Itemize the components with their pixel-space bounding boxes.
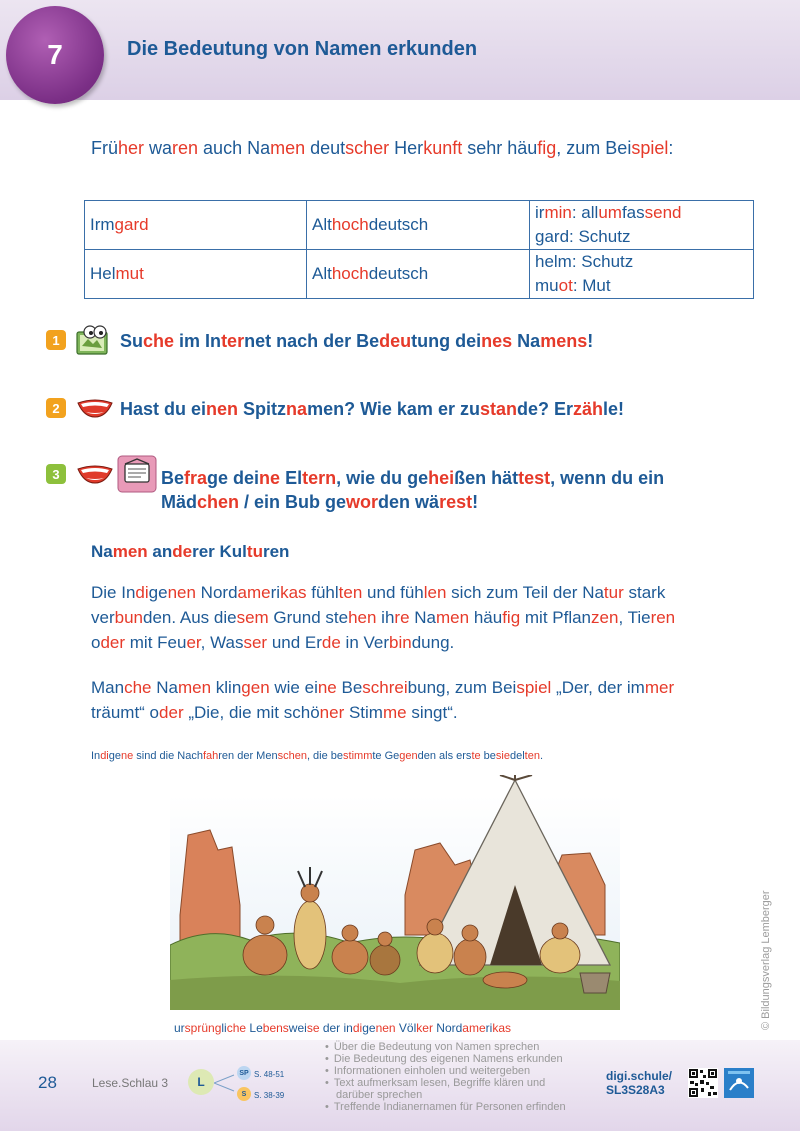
- text-segment: an: [147, 542, 173, 561]
- task-line: [120, 331, 593, 352]
- text-segment: ge: [148, 583, 168, 602]
- text-segment: men: [270, 138, 306, 158]
- text-segment: mu: [535, 276, 559, 295]
- text-segment: Su: [120, 331, 144, 351]
- text-segment: gen: [241, 678, 270, 697]
- copyright-notice: © Bildungsverlag Lemberger: [760, 890, 772, 1030]
- text-segment: mens: [540, 331, 588, 351]
- goal-item: • Informationen einholen und weitergeben: [325, 1065, 566, 1077]
- text-segment: er: [186, 633, 201, 652]
- text-segment: men: [436, 608, 470, 627]
- text-segment: stan: [479, 399, 517, 419]
- text-segment: ame: [462, 1021, 486, 1035]
- text-segment: deu: [379, 331, 412, 351]
- goal-item: • Treffende Indianernamen für Personen erfinden: [325, 1101, 566, 1113]
- page-number: 28: [38, 1073, 57, 1092]
- text-segment: zen: [591, 608, 619, 627]
- text-segment: der: [159, 703, 184, 722]
- paragraph: [91, 675, 771, 725]
- text-segment: ter: [221, 331, 245, 351]
- text-segment: Völ: [395, 1021, 417, 1035]
- text-segment: fah: [202, 750, 219, 762]
- text-segment: ur: [174, 1021, 185, 1035]
- text-segment: fühl: [306, 583, 339, 602]
- text-segment: fig: [537, 138, 557, 158]
- text-segment: di: [100, 750, 109, 762]
- text-segment: Frü: [91, 138, 118, 158]
- text-segment: ten: [338, 583, 363, 602]
- text-segment: kas: [280, 583, 307, 602]
- text-segment: fra: [184, 468, 208, 488]
- text-segment: im In: [174, 331, 222, 351]
- text-segment: klin: [211, 678, 242, 697]
- text-segment: zäh: [572, 399, 603, 419]
- text-segment: Na: [512, 331, 541, 351]
- text-segment: ot: [558, 276, 573, 295]
- text-segment: te Ge: [372, 750, 400, 762]
- text-segment: Die In: [91, 583, 136, 602]
- table-cell-meaning: [530, 250, 754, 299]
- goal-item: • Text aufmerksam lesen, Begriffe klären und: [325, 1077, 566, 1089]
- task-line: [161, 466, 664, 490]
- paragraph: [91, 580, 771, 655]
- text-segment: che: [143, 331, 175, 351]
- meaning-line: [535, 250, 748, 274]
- text-segment: ri: [485, 1021, 493, 1035]
- intro-sentence: [91, 138, 771, 159]
- sp-badge: SP: [237, 1066, 251, 1080]
- text-segment: stimm: [343, 750, 373, 762]
- text-segment: che: [226, 1021, 247, 1035]
- text-segment: Spitz: [238, 399, 287, 419]
- text-segment: um: [598, 203, 622, 222]
- text-segment: El: [280, 468, 303, 488]
- text-segment: send: [644, 203, 682, 222]
- eco-label-icon: [724, 1068, 754, 1098]
- text-segment: li: [221, 1021, 227, 1035]
- text-segment: ne: [121, 750, 134, 762]
- paragraph-line: [91, 605, 771, 630]
- text-segment: se: [306, 1021, 320, 1035]
- text-segment: , zum Bei: [556, 138, 632, 158]
- footnote: [91, 750, 543, 762]
- table-cell-name: [85, 250, 307, 299]
- text-segment: Na: [409, 608, 437, 627]
- text-segment: na: [286, 399, 308, 419]
- text-segment: ver: [91, 608, 115, 627]
- text-segment: nen: [167, 583, 196, 602]
- text-segment: Nord: [195, 583, 238, 602]
- text-segment: di: [135, 583, 149, 602]
- text-segment: test: [518, 468, 551, 488]
- text-segment: dung.: [411, 633, 455, 652]
- digi-link-line: digi.schule/: [606, 1069, 673, 1083]
- text-segment: und Er: [267, 633, 322, 652]
- goal-item: • Über die Bedeutung von Namen sprechen: [325, 1041, 566, 1053]
- text-segment: Na: [151, 678, 178, 697]
- task-number-badge: 3: [46, 464, 66, 484]
- text-segment: Irm: [90, 215, 115, 234]
- text-segment: Hel: [90, 264, 116, 283]
- text-segment: mut: [115, 264, 144, 283]
- text-segment: kas: [492, 1021, 511, 1035]
- text-segment: wie ei: [269, 678, 318, 697]
- text-segment: her: [118, 138, 145, 158]
- text-segment: len: [423, 583, 447, 602]
- text-segment: sem: [236, 608, 269, 627]
- learning-goals-list: [325, 1041, 566, 1113]
- text-segment: nen: [375, 1021, 396, 1035]
- text-segment: Alt: [312, 264, 332, 283]
- text-segment: !: [472, 492, 479, 512]
- text-segment: / ein Bub ge: [239, 492, 347, 512]
- text-segment: „Die, die mit schö: [183, 703, 320, 722]
- table-row: [85, 201, 754, 250]
- paragraph-line: [91, 700, 771, 725]
- text-segment: nes: [481, 331, 513, 351]
- text-segment: hei: [428, 468, 455, 488]
- text-segment: hoch: [331, 264, 369, 283]
- text-segment: der in: [319, 1021, 353, 1035]
- text-segment: , Tie: [618, 608, 651, 627]
- text-segment: kunft: [423, 138, 463, 158]
- speaking-mouth-icon: [76, 464, 114, 484]
- digi-link-line: SL3S28A3: [606, 1083, 665, 1097]
- text-segment: fig: [502, 608, 521, 627]
- text-segment: men? Wie kam er zu: [307, 399, 480, 419]
- text-segment: sich zum Teil der Na: [446, 583, 604, 602]
- text-segment: te: [471, 750, 481, 762]
- goal-item: • Die Bedeutung des eigenen Namens erkunden: [325, 1053, 566, 1065]
- chapter-badge: 7: [6, 6, 104, 104]
- table-cell-origin: [307, 201, 530, 250]
- text-segment: Grund ste: [268, 608, 349, 627]
- text-segment: ten: [524, 750, 540, 762]
- text-segment: ne: [259, 468, 281, 488]
- text-segment: ih: [376, 608, 395, 627]
- text-segment: bung, zum Bei: [407, 678, 517, 697]
- text-segment: gard: Schutz: [535, 227, 631, 246]
- digi-schule-link[interactable]: [606, 1069, 672, 1097]
- text-segment: de? Er: [516, 399, 573, 419]
- text-segment: deutsch: [368, 264, 429, 283]
- table-row: [85, 250, 754, 299]
- text-segment: che: [124, 678, 152, 697]
- name-origin-table: [84, 200, 754, 299]
- text-segment: tern: [302, 468, 337, 488]
- text-segment: ren: [172, 138, 199, 158]
- text-segment: tung dei: [411, 331, 482, 351]
- paragraph-line: [91, 630, 771, 655]
- text-segment: Nord: [432, 1021, 463, 1035]
- text-segment: deut: [305, 138, 346, 158]
- text-segment: tur: [603, 583, 624, 602]
- text-segment: schrei: [362, 678, 408, 697]
- text-segment: sie: [495, 750, 510, 762]
- text-segment: ser: [243, 633, 268, 652]
- meaning-line: [535, 225, 748, 249]
- text-segment: ker: [416, 1021, 433, 1035]
- task-line: [161, 490, 664, 514]
- text-segment: ne: [317, 678, 337, 697]
- text-segment: Be: [161, 468, 185, 488]
- internet-search-icon: [76, 324, 114, 356]
- text-segment: spiel: [631, 138, 669, 158]
- text-segment: ge: [108, 750, 121, 762]
- text-segment: :: [668, 138, 674, 158]
- text-segment: und füh: [362, 583, 424, 602]
- image-caption: [174, 1021, 511, 1035]
- section-heading: [91, 542, 289, 562]
- text-segment: .: [539, 750, 544, 762]
- text-segment: helm: Schutz: [535, 252, 634, 271]
- sp-pages: S. 48-51: [254, 1070, 285, 1079]
- text-segment: , wenn du ein: [550, 468, 665, 488]
- text-segment: rest: [439, 492, 473, 512]
- text-segment: Her: [389, 138, 424, 158]
- paragraph-line: [91, 675, 771, 700]
- text-segment: stark: [623, 583, 666, 602]
- qr-code-icon[interactable]: [688, 1068, 718, 1098]
- text-segment: : all: [571, 203, 599, 222]
- text-segment: den. Aus die: [143, 608, 237, 627]
- text-segment: me: [382, 703, 407, 722]
- text-segment: gen: [399, 750, 418, 762]
- task-number-badge: 1: [46, 330, 66, 350]
- text-segment: gard: [114, 215, 149, 234]
- table-cell-meaning: [530, 201, 754, 250]
- text-segment: wei: [288, 1021, 307, 1035]
- text-segment: Na: [91, 542, 113, 561]
- text-segment: Hast du ei: [120, 399, 207, 419]
- text-segment: wa: [144, 138, 173, 158]
- text-segment: , die be: [306, 750, 344, 762]
- meaning-line: [535, 201, 748, 225]
- s-pages: S. 38-39: [254, 1091, 285, 1100]
- s-badge: S: [237, 1087, 251, 1101]
- text-segment: den als ers: [417, 750, 472, 762]
- text-segment: ren: [650, 608, 676, 627]
- text-segment: bun: [114, 608, 143, 627]
- page-title: Die Bedeutung von Namen erkunden: [127, 38, 478, 60]
- text-segment: sehr häu: [462, 138, 538, 158]
- indigenous-camp-illustration: [170, 775, 620, 1015]
- text-segment: fas: [621, 203, 645, 222]
- text-segment: ßen hät: [454, 468, 519, 488]
- text-segment: Mäd: [161, 492, 197, 512]
- task-1-text: [120, 331, 593, 352]
- text-segment: ge: [362, 1021, 376, 1035]
- text-segment: träumt“ o: [91, 703, 160, 722]
- task-2-text: [120, 399, 624, 420]
- text-segment: singt“.: [406, 703, 458, 722]
- text-segment: de: [321, 633, 341, 652]
- text-segment: häu: [469, 608, 503, 627]
- text-segment: mit Pflan: [520, 608, 592, 627]
- text-segment: der: [100, 633, 126, 652]
- text-segment: mit Feu: [125, 633, 187, 652]
- book-title: Lese.Schlau 3: [92, 1076, 169, 1090]
- text-segment: sind die Nach: [133, 750, 203, 762]
- text-segment: Man: [91, 678, 125, 697]
- task-number-badge: 2: [46, 398, 66, 418]
- text-segment: in Ver: [340, 633, 390, 652]
- text-segment: den wä: [378, 492, 440, 512]
- text-segment: de: [172, 542, 193, 561]
- text-segment: ir: [535, 203, 545, 222]
- text-segment: spiel: [516, 678, 552, 697]
- text-segment: re: [394, 608, 410, 627]
- text-segment: !: [587, 331, 594, 351]
- text-segment: o: [91, 633, 101, 652]
- text-segment: tu: [246, 542, 263, 561]
- text-segment: men: [112, 542, 148, 561]
- text-segment: rer Kul: [192, 542, 247, 561]
- arrow-connector-icon: [214, 1072, 238, 1094]
- text-segment: di: [352, 1021, 363, 1035]
- speaking-mouth-icon: [76, 398, 114, 418]
- ask-parents-icon: [117, 455, 157, 493]
- text-segment: sprüng: [184, 1021, 222, 1035]
- text-segment: bens: [262, 1021, 289, 1035]
- text-segment: men: [177, 678, 212, 697]
- text-segment: Be: [336, 678, 363, 697]
- text-segment: , Was: [200, 633, 244, 652]
- text-segment: ame: [237, 583, 271, 602]
- goal-item: darüber sprechen: [336, 1089, 423, 1101]
- text-segment: hen: [348, 608, 377, 627]
- text-segment: Stim: [344, 703, 383, 722]
- text-segment: Alt: [312, 215, 332, 234]
- text-segment: chen: [197, 492, 240, 512]
- meaning-line: [535, 274, 748, 298]
- text-segment: nen: [206, 399, 239, 419]
- text-segment: ge dei: [207, 468, 260, 488]
- task-3-text: [161, 466, 664, 514]
- text-segment: bin: [389, 633, 412, 652]
- text-segment: be: [480, 750, 496, 762]
- text-segment: „Der, der im: [551, 678, 645, 697]
- text-segment: ren: [262, 542, 290, 561]
- text-segment: Le: [246, 1021, 263, 1035]
- text-segment: , wie du ge: [336, 468, 429, 488]
- text-segment: mer: [644, 678, 675, 697]
- text-segment: : Mut: [572, 276, 611, 295]
- text-segment: ri: [270, 583, 281, 602]
- table-cell-origin: [307, 250, 530, 299]
- text-segment: deutsch: [368, 215, 429, 234]
- text-segment: hoch: [331, 215, 369, 234]
- text-segment: le!: [603, 399, 625, 419]
- task-line: [120, 399, 624, 420]
- text-segment: ren der Men: [218, 750, 278, 762]
- text-segment: min: [544, 203, 572, 222]
- text-segment: ner: [319, 703, 345, 722]
- paragraph-line: [91, 580, 771, 605]
- text-segment: schen: [277, 750, 307, 762]
- text-segment: In: [91, 750, 101, 762]
- level-badge: L: [188, 1069, 214, 1095]
- text-segment: wor: [346, 492, 379, 512]
- table-cell-name: [85, 201, 307, 250]
- text-segment: del: [509, 750, 525, 762]
- text-segment: auch Na: [198, 138, 271, 158]
- text-segment: net nach der Be: [244, 331, 380, 351]
- text-segment: scher: [345, 138, 390, 158]
